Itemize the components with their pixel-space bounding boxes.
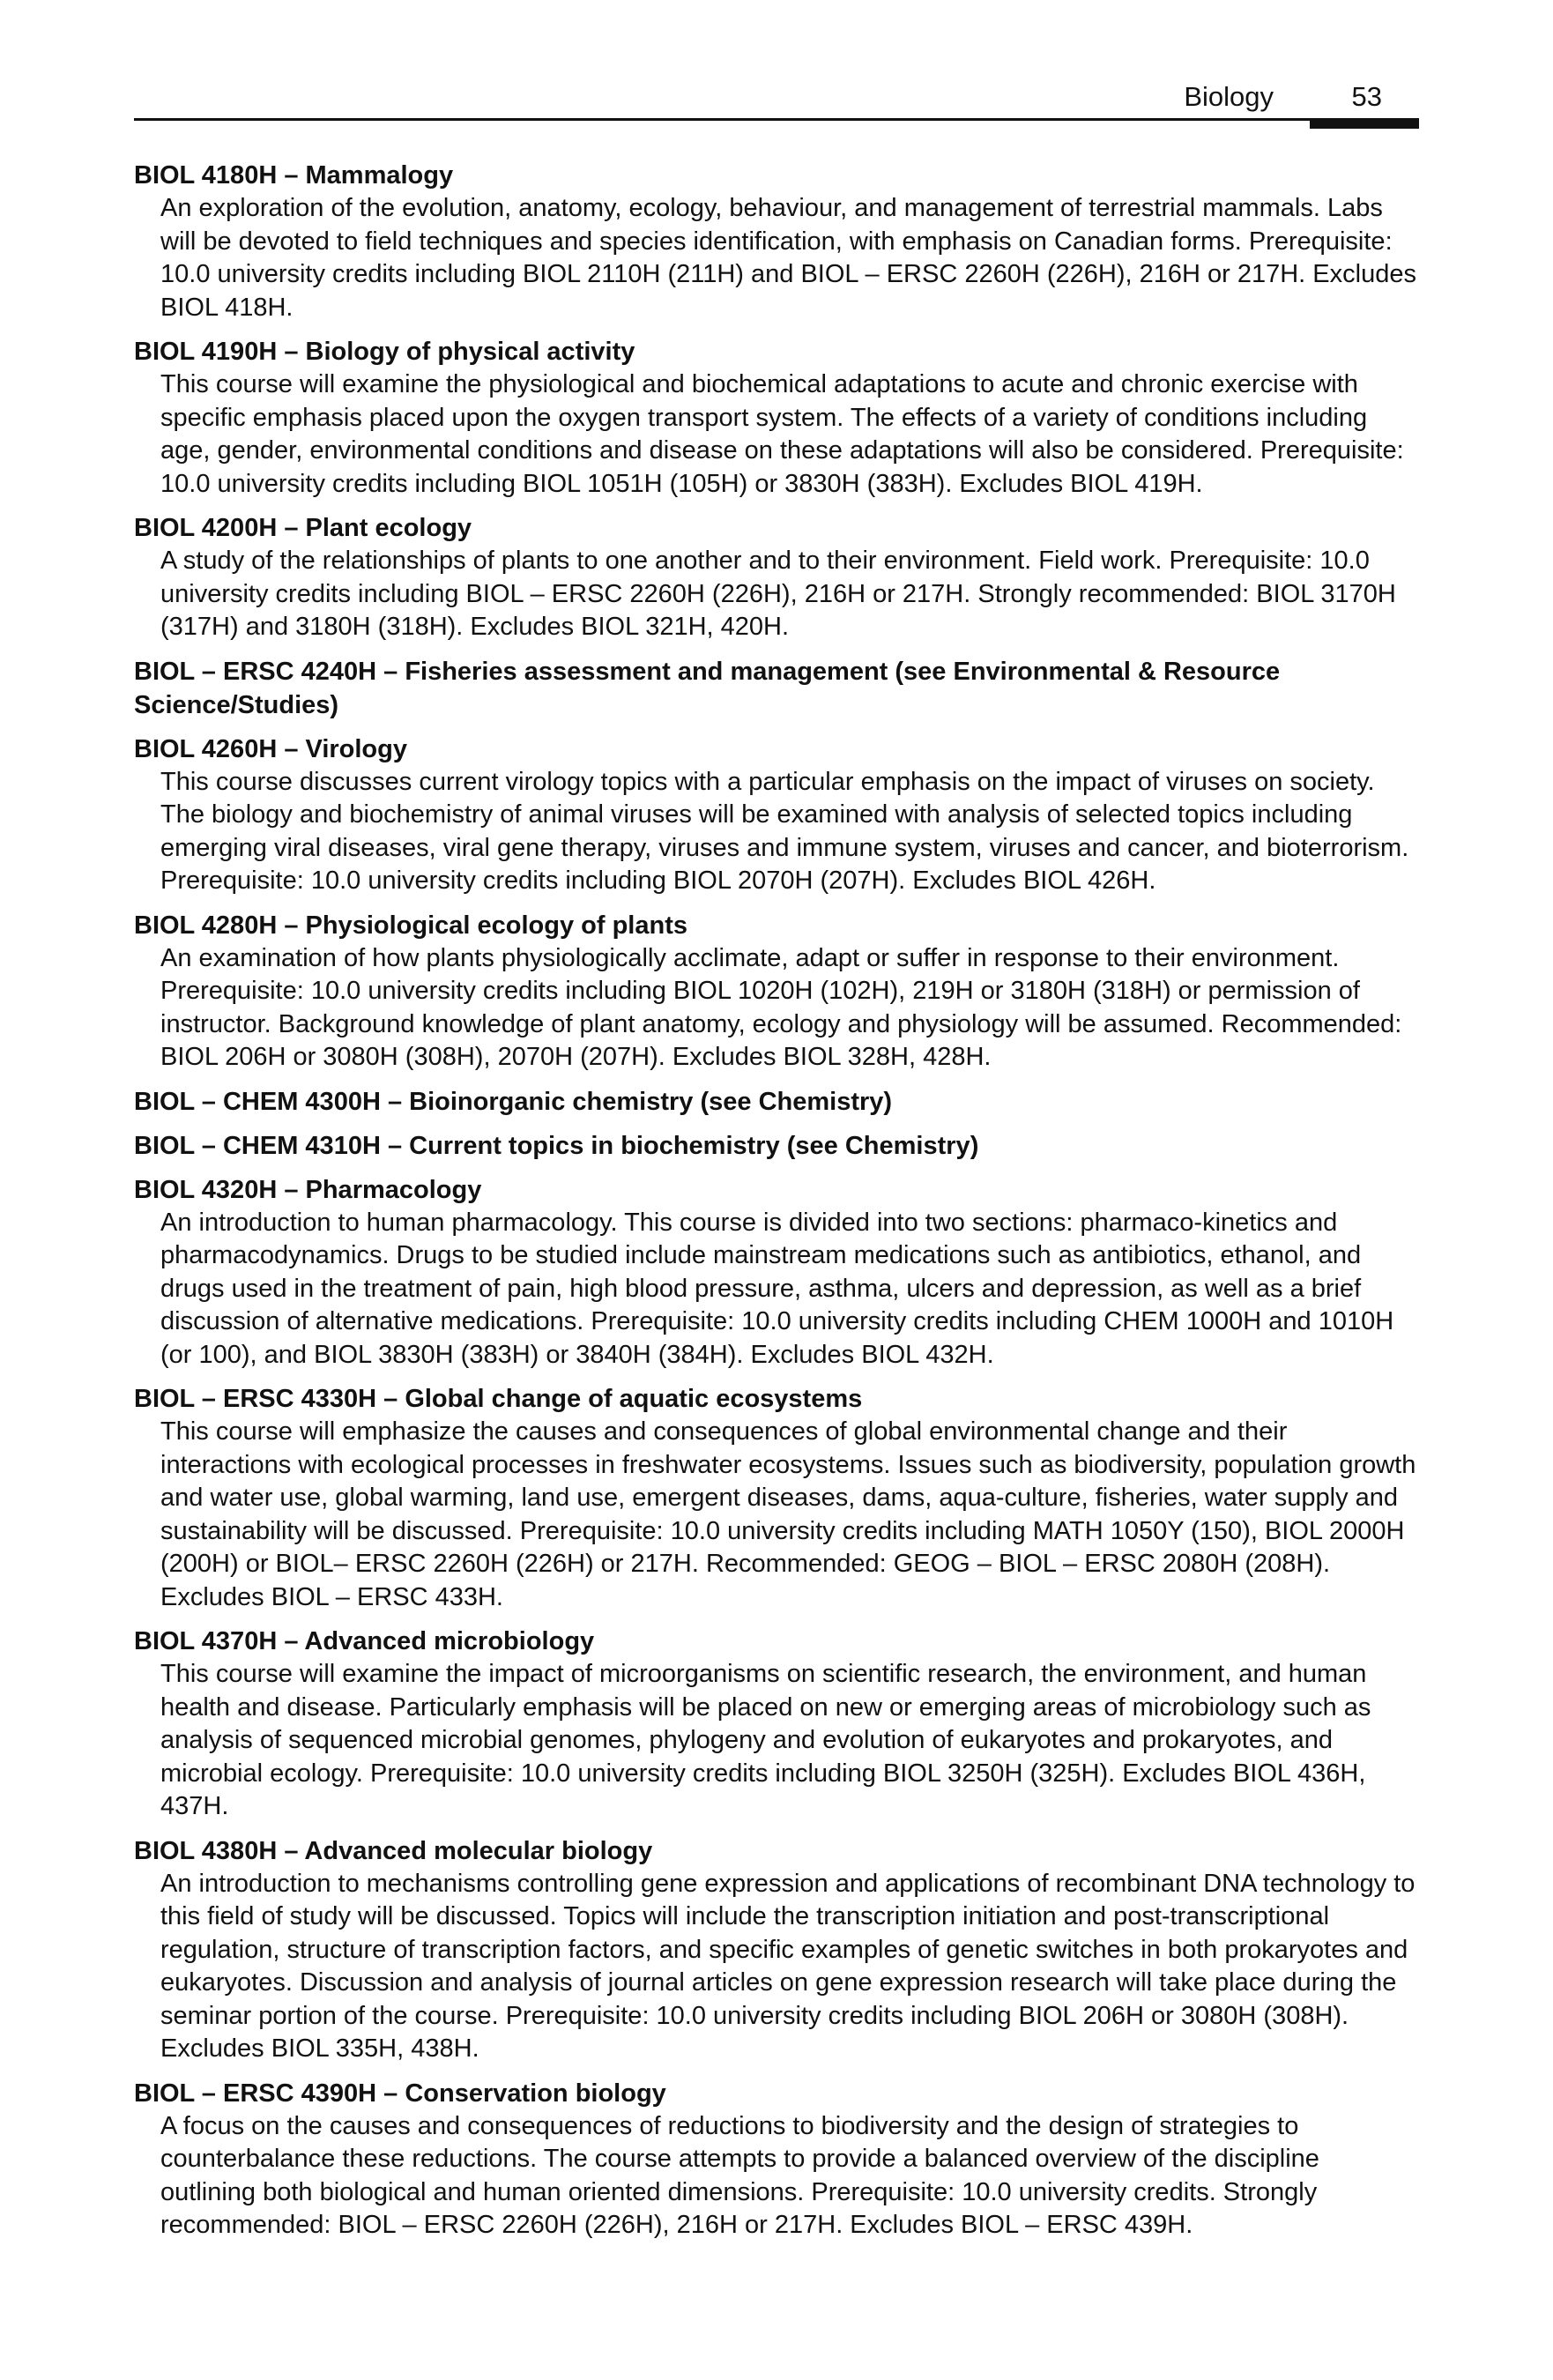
course-entry bbox=[134, 733, 1421, 898]
course-title: BIOL 4190H – Biology of physical activity bbox=[134, 338, 635, 366]
course-title: BIOL 4180H – Mammalogy bbox=[134, 161, 454, 190]
course-entry bbox=[134, 1382, 1421, 1614]
page-header bbox=[134, 81, 1419, 134]
course-entry bbox=[134, 2077, 1421, 2242]
course-entry bbox=[134, 511, 1421, 644]
course-title: BIOL 4320H – Pharmacology bbox=[134, 1175, 482, 1204]
course-description: This course will emphasize the causes and consequences of global environmental change and their interactions with ecological processes in freshwater ecosystems. Issues such as biodiversity, population growth and water use, global warming, land use, emergent diseases, dams, aqua-culture, fisheries, water supply and sustainability will be discussed. Prerequisite: 10.0 university credits including MATH 1050Y (150), BIOL 2000H (200H) or BIOL– ERSC 2260H (226H) or 217H. Recommended: GEOG – BIOL – ERSC 2080H (208H). Excludes BIOL – ERSC 433H. bbox=[160, 1417, 1416, 1611]
course-description: A focus on the causes and consequences of reductions to biodiversity and the design of strategies to counterbalance these reductions. The course attempts to provide a balanced overview of the discipline outlining both biological and human oriented dimensions. Prerequisite: 10.0 university credits. Strongly recommended: BIOL – ERSC 2260H (226H), 216H or 217H. Excludes BIOL – ERSC 439H. bbox=[160, 2111, 1319, 2239]
course-title: BIOL 4380H – Advanced molecular biology bbox=[134, 1836, 653, 1865]
course-title: BIOL 4370H – Advanced microbiology bbox=[134, 1627, 595, 1655]
course-title: BIOL 4260H – Virology bbox=[134, 734, 407, 763]
course-description: This course will examine the physiological and biochemical adaptations to acute and chronic exercise with specific emphasis placed upon the oxygen transport system. The effects of a variety of conditions including age, gender, environmental conditions and disease on these adaptations will also be considered. Prerequisite: 10.0 university credits including BIOL 1051H (105H) or 3830H (383H). Excludes BIOL 419H. bbox=[160, 370, 1404, 498]
course-title: BIOL – ERSC 4330H – Global change of aquatic ecosystems bbox=[134, 1385, 863, 1413]
course-title: BIOL – ERSC 4390H – Conservation biology bbox=[134, 2079, 666, 2108]
course-title: BIOL – CHEM 4310H – Current topics in biochemistry (see Chemistry) bbox=[134, 1131, 979, 1160]
header-rule bbox=[134, 118, 1419, 121]
course-entry bbox=[134, 335, 1421, 501]
course-description: An introduction to human pharmacology. This course is divided into two sections: pharmaco-kinetics and pharmacodynamics. Drugs to be studied include mainstream medications such as antibiotics, ethanol, and drugs used in the treatment of pain, high blood pressure, asthma, ulcers and depression, as well as a brief discussion of alternative medications. Prerequisite: 10.0 university credits including CHEM 1000H and 1010H (or 100), and BIOL 3830H (383H) or 3840H (384H). Excludes BIOL 432H. bbox=[160, 1208, 1394, 1369]
course-entry bbox=[134, 909, 1421, 1075]
section-title: Biology bbox=[1184, 81, 1274, 112]
course-entry bbox=[134, 1625, 1421, 1824]
course-description: This course discusses current virology topics with a particular emphasis on the impact of viruses on society. The biology and biochemistry of animal viruses will be examined with analysis of selected topics including emerging viral diseases, viral gene therapy, viruses and immune system, viruses and cancer, and bioterrorism. Prerequisite: 10.0 university credits including BIOL 2070H (207H). Excludes BIOL 426H. bbox=[160, 767, 1409, 895]
course-entry bbox=[134, 1173, 1421, 1372]
course-entry bbox=[134, 1129, 1421, 1163]
course-entry bbox=[134, 1085, 1421, 1119]
course-description: A study of the relationships of plants to one another and to their environment. Field work. Prerequisite: 10.0 university credits including BIOL – ERSC 2260H (226H), 216H or 217H. Strongly recommended: BIOL 3170H (317H) and 3180H (318H). Excludes BIOL 321H, 420H. bbox=[160, 547, 1396, 641]
course-title: BIOL – ERSC 4240H – Fisheries assessment and management (see Environmental & Resource Science/Studies) bbox=[134, 657, 1281, 719]
course-description: This course will examine the impact of microorganisms on scientific research, the environment, and human health and disease. Particularly emphasis will be placed on new or emerging areas of microbiology such as analysis of sequenced microbial genomes, phylogeny and evolution of eukaryotes and prokaryotes, and microbial ecology. Prerequisite: 10.0 university credits including BIOL 3250H (325H). Excludes BIOL 436H, 437H. bbox=[160, 1660, 1371, 1820]
course-description: An examination of how plants physiologically acclimate, adapt or suffer in response to their environment. Prerequisite: 10.0 university credits including BIOL 1020H (102H), 219H or 3180H (318H) or permission of instructor. Background knowledge of plant anatomy, ecology and physiology will be assumed. Recommended: BIOL 206H or 3080H (308H), 2070H (207H). Excludes BIOL 328H, 428H. bbox=[160, 943, 1402, 1071]
course-title: BIOL – CHEM 4300H – Bioinorganic chemistry (see Chemistry) bbox=[134, 1087, 893, 1116]
page-number: 53 bbox=[1351, 81, 1382, 112]
course-list bbox=[134, 159, 1421, 2253]
course-entry bbox=[134, 1834, 1421, 2066]
course-entry bbox=[134, 655, 1421, 722]
course-title: BIOL 4280H – Physiological ecology of plants bbox=[134, 911, 687, 940]
course-entry bbox=[134, 159, 1421, 324]
course-title: BIOL 4200H – Plant ecology bbox=[134, 514, 472, 542]
header-tab-block bbox=[1310, 118, 1419, 129]
course-description: An exploration of the evolution, anatomy, ecology, behaviour, and management of terrestrial mammals. Labs will be devoted to field techniques and species identification, with emphasis on Canadian forms. Prerequisite: 10.0 university credits including BIOL 2110H (211H) and BIOL – ERSC 2260H (226H), 216H or 217H. Excludes BIOL 418H. bbox=[160, 194, 1416, 322]
course-description: An introduction to mechanisms controlling gene expression and applications of recombinant DNA technology to this field of study will be discussed. Topics will include the transcription initiation and post-transcriptional regulation, structure of transcription factors, and specific examples of genetic switches in both prokaryotes and eukaryotes. Discussion and analysis of journal articles on gene expression research will take place during the seminar portion of the course. Prerequisite: 10.0 university credits including BIOL 206H or 3080H (308H). Excludes BIOL 335H, 438H. bbox=[160, 1869, 1416, 2063]
